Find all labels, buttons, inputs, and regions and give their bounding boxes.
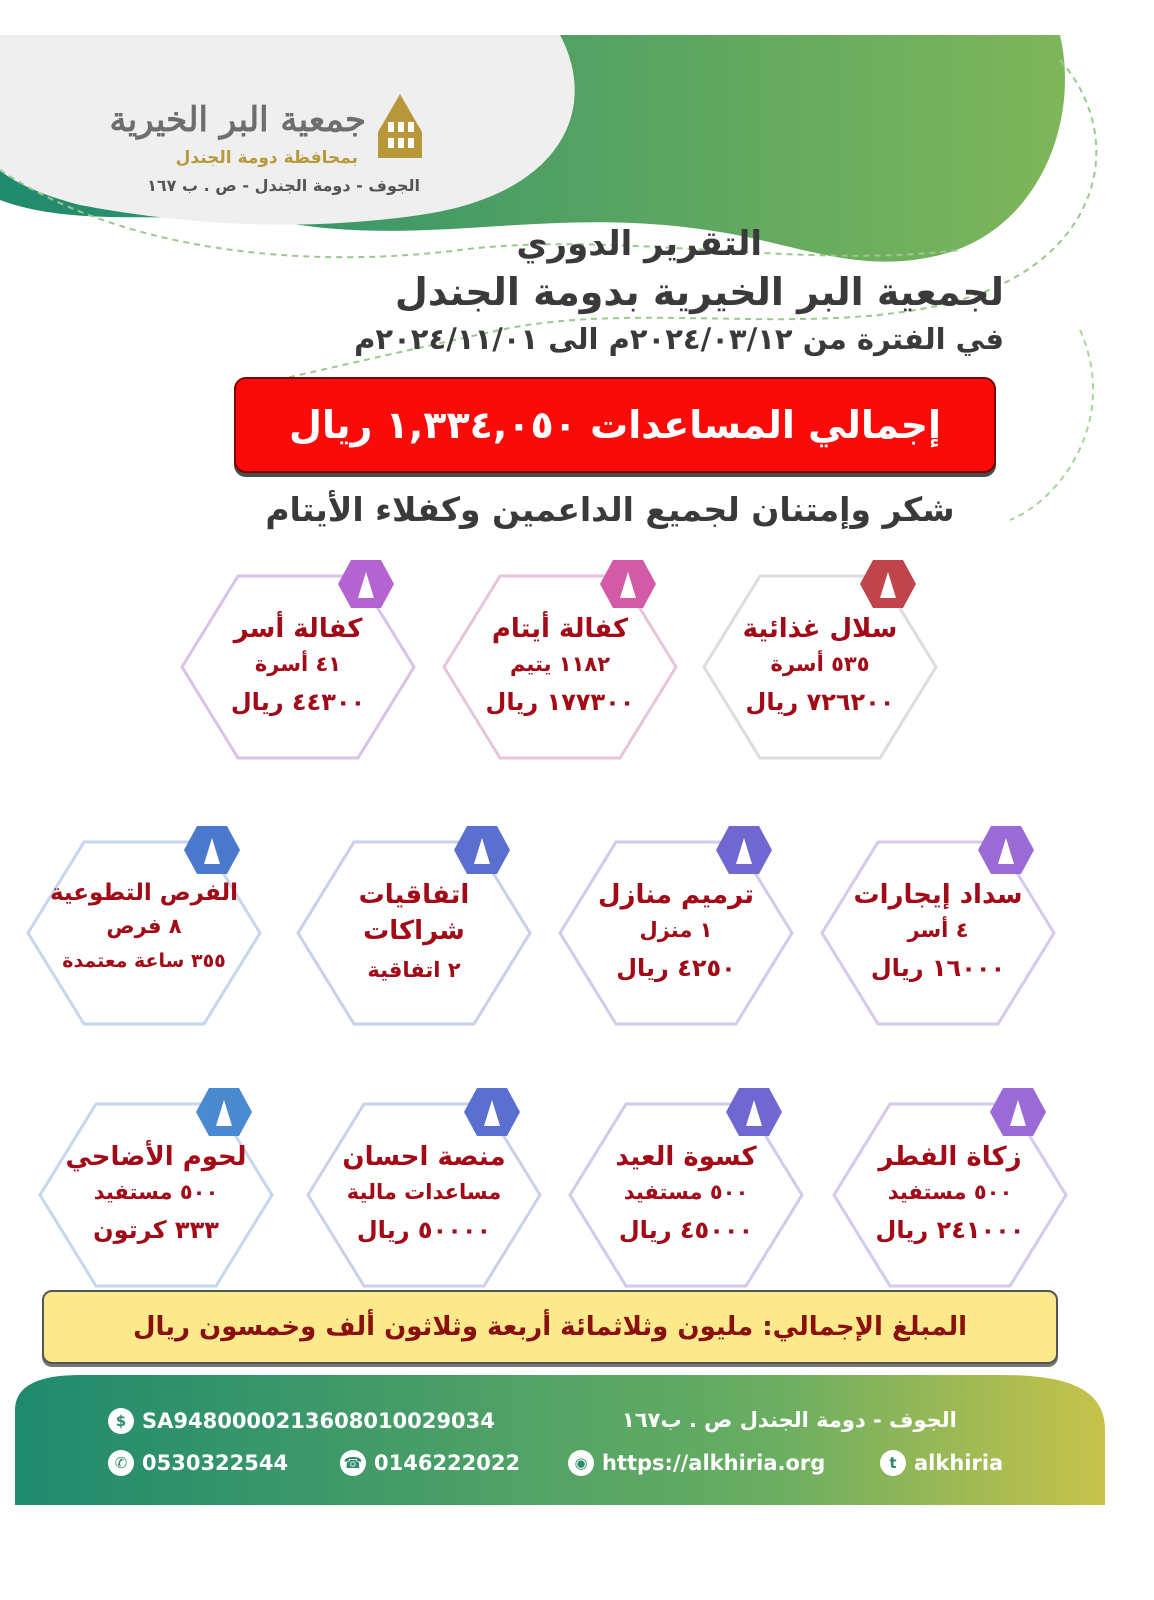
stat-card-rent-payments <box>818 838 1058 1028</box>
card-value: ٣٣٣ كرتون <box>93 1216 219 1244</box>
card-value: ٣٥٥ ساعة معتمدة <box>62 950 226 972</box>
building-badge-icon <box>336 558 396 610</box>
footer-contact <box>0 1390 1154 1510</box>
website-item[interactable] <box>568 1450 825 1476</box>
card-value: ٢ اتفاقية <box>367 958 461 982</box>
building-badge-icon <box>714 824 774 876</box>
card-subtitle: ١١٨٢ يتيم <box>509 652 611 676</box>
stat-card-orphan-sponsorship <box>440 572 680 762</box>
website-link[interactable]: https://alkhiria.org <box>602 1451 826 1475</box>
card-subtitle: شراكات <box>363 916 465 946</box>
total-assistance-banner <box>234 377 996 473</box>
report-title: التقرير الدوري <box>516 224 762 264</box>
building-badge-icon <box>452 824 512 876</box>
card-subtitle: ٤ أسر <box>907 918 969 942</box>
card-value: ٧٢٦٢٠٠ ريال <box>745 688 895 716</box>
total-amount-in-words <box>42 1290 1058 1364</box>
card-title: ترميم منازل <box>597 880 755 910</box>
card-subtitle: ٥٣٥ أسرة <box>770 652 870 676</box>
building-badge-icon <box>194 1086 254 1138</box>
card-value: ٥٠٠٠٠ ريال <box>356 1216 492 1244</box>
stat-card-sacrifice-meat <box>36 1100 276 1290</box>
bank-icon: $ <box>108 1408 134 1434</box>
card-title: زكاة الفطر <box>878 1142 1022 1172</box>
building-badge-icon <box>598 558 658 610</box>
twitter-icon: t <box>880 1450 906 1476</box>
thanks-message: شكر وإمتنان لجميع الداعمين وكفلاء الأيتام <box>265 490 955 529</box>
card-title: سداد إيجارات <box>853 880 1023 910</box>
building-badge-icon <box>976 824 1036 876</box>
stat-card-home-repair <box>556 838 796 1028</box>
logo-subtitle: بمحافظة دومة الجندل <box>175 148 358 168</box>
card-title: اتفاقيات <box>358 880 470 910</box>
card-title: كفالة أسر <box>233 614 363 644</box>
card-title: منصة احسان <box>342 1142 506 1172</box>
logo-name: جمعية البر الخيرية <box>109 100 366 140</box>
stat-card-eid-clothing <box>566 1100 806 1290</box>
mobile-text: 0530322544 <box>142 1451 289 1475</box>
stat-card-food-baskets <box>700 572 940 762</box>
card-title: كسوة العيد <box>615 1142 757 1172</box>
stat-card-volunteer-opportunities <box>24 838 264 1028</box>
card-value: ٤٥٠٠٠ ريال <box>618 1216 754 1244</box>
globe-icon: ◉ <box>568 1450 594 1476</box>
report-organization: لجمعية البر الخيرية بدومة الجندل <box>394 270 1004 314</box>
mobile-icon: ✆ <box>108 1450 134 1476</box>
card-value: ٢٤١٠٠٠ ريال <box>875 1216 1025 1244</box>
card-subtitle: ٤١ أسرة <box>254 652 342 676</box>
card-value: ١٦٠٠٠ ريال <box>870 954 1006 982</box>
building-badge-icon <box>988 1086 1048 1138</box>
card-subtitle: ٥٠٠ مستفيد <box>887 1180 1013 1204</box>
iban-text: SA9480000213608010029034 <box>142 1409 495 1433</box>
mobile-item <box>108 1450 288 1476</box>
total-assistance-text: إجمالي المساعدات ١,٣٣٤,٠٥٠ ريال <box>289 403 942 447</box>
stat-card-zakat-al-fitr <box>830 1100 1070 1290</box>
twitter-item[interactable] <box>880 1450 1003 1476</box>
iban-item <box>108 1408 495 1434</box>
report-period: في الفترة من ٢٠٢٤/٠٣/١٢م الى ٢٠٢٤/١١/٠١م <box>354 322 1004 356</box>
card-title: سلال غذائية <box>742 614 898 644</box>
stat-card-partnership-agreements <box>294 838 534 1028</box>
address-item <box>622 1408 957 1432</box>
phone-icon: ☎ <box>340 1450 366 1476</box>
card-subtitle: ١ منزل <box>639 918 713 942</box>
building-badge-icon <box>462 1086 522 1138</box>
association-logo <box>60 92 430 202</box>
building-emblem-icon <box>370 92 430 162</box>
total-amount-text: المبلغ الإجمالي: مليون وثلاثمائة أربعة وثلاثون ألف وخمسون ريال <box>132 1312 968 1342</box>
logo-address: الجوف - دومة الجندل - ص . ب ١٦٧ <box>147 176 420 195</box>
card-subtitle: مساعدات مالية <box>346 1180 502 1204</box>
phone-text: 0146222022 <box>374 1451 521 1475</box>
card-subtitle: ٥٠٠ مستفيد <box>93 1180 219 1204</box>
card-value: ١٧٧٣٠٠ ريال <box>485 688 635 716</box>
stat-card-ehsan-platform <box>304 1100 544 1290</box>
card-value: ٤٢٥٠ ريال <box>616 954 736 982</box>
address-text: الجوف - دومة الجندل ص . ب١٦٧ <box>622 1408 957 1432</box>
phone-item <box>340 1450 520 1476</box>
stat-card-family-sponsorship <box>178 572 418 762</box>
card-value: ٤٤٣٠٠ ريال <box>230 688 366 716</box>
card-subtitle: ٨ فرص <box>106 914 182 938</box>
building-badge-icon <box>858 558 918 610</box>
card-title: لحوم الأضاحي <box>65 1142 247 1172</box>
card-title: الفرص التطوعية <box>49 880 239 906</box>
building-badge-icon <box>724 1086 784 1138</box>
card-subtitle: ٥٠٠ مستفيد <box>623 1180 749 1204</box>
twitter-handle[interactable]: alkhiria <box>914 1451 1004 1475</box>
building-badge-icon <box>182 824 242 876</box>
card-title: كفالة أيتام <box>491 614 629 644</box>
